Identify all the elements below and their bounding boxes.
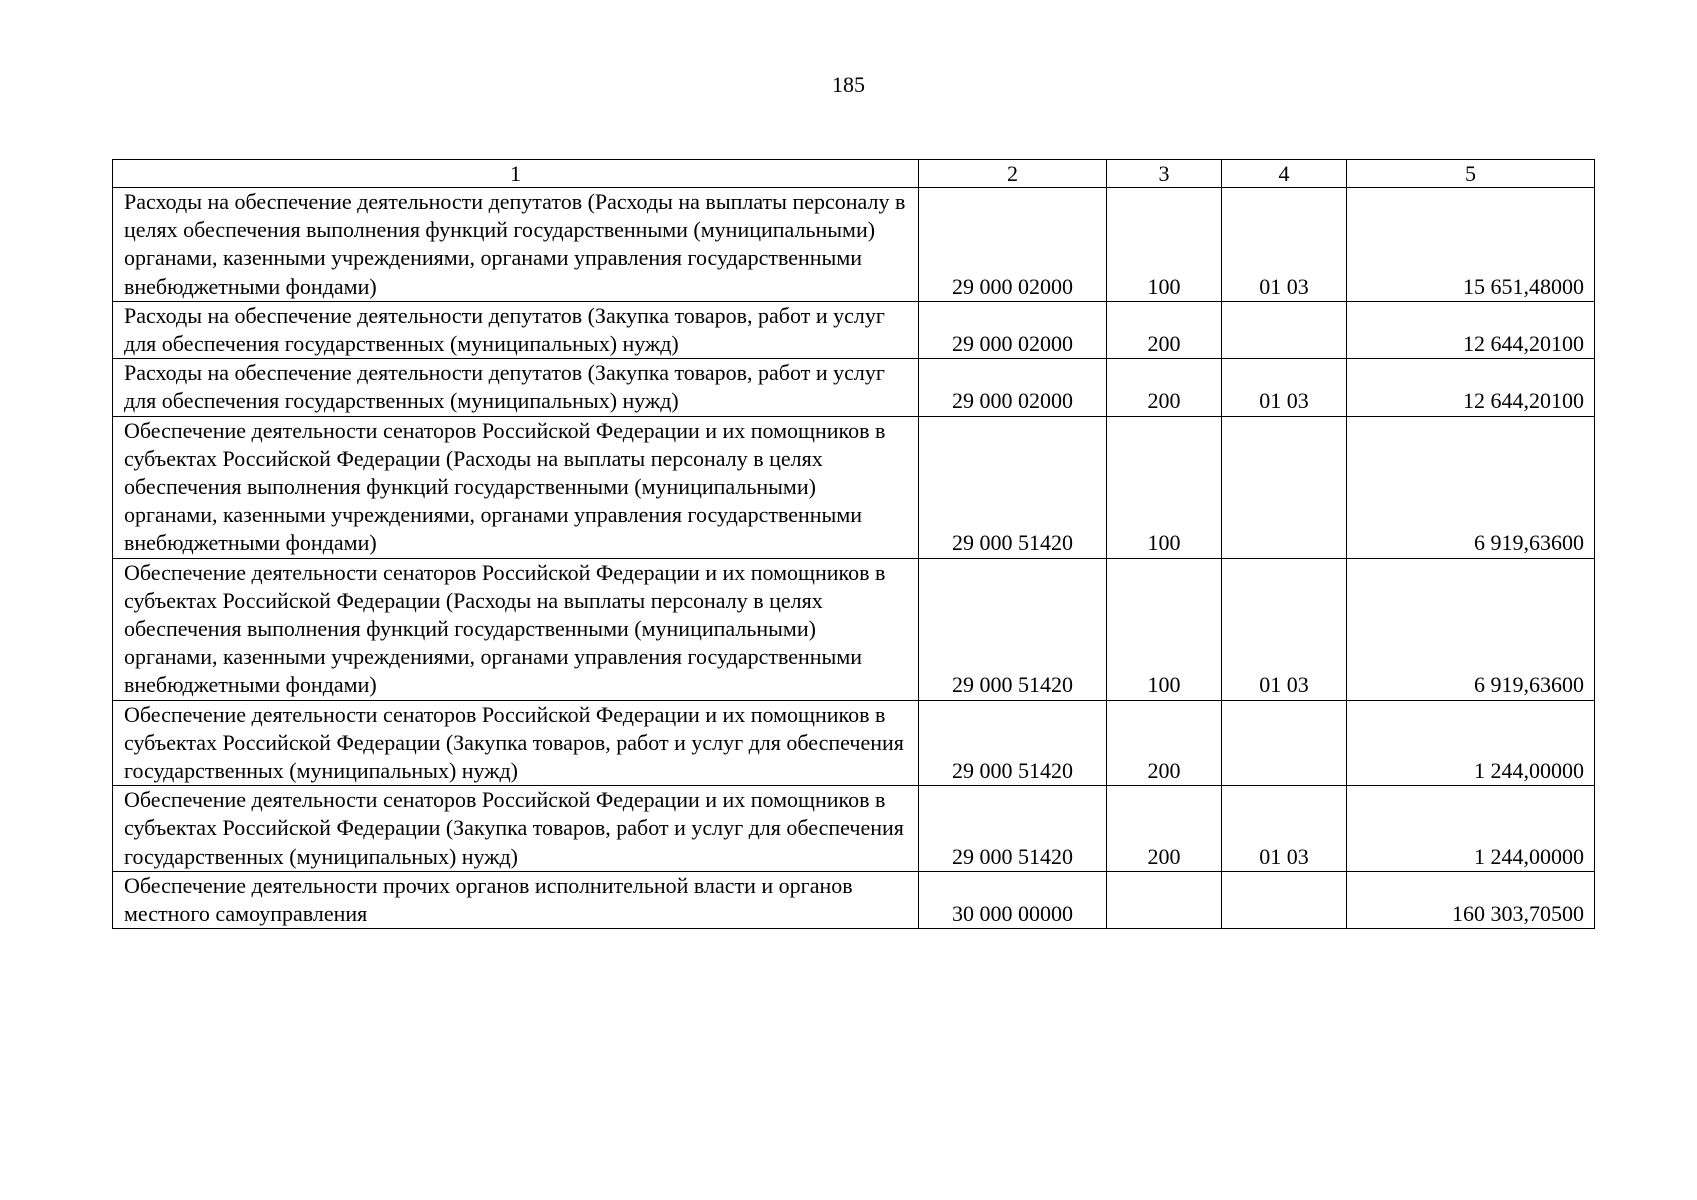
- row-target-code: 29 000 51420: [919, 700, 1107, 786]
- column-header-1: 1: [113, 160, 919, 188]
- row-target-code: 29 000 51420: [919, 786, 1107, 872]
- row-amount: 6 919,63600: [1347, 558, 1595, 700]
- column-header-4: 4: [1222, 160, 1347, 188]
- table-row: [113, 558, 1595, 700]
- row-expense-type: 100: [1107, 188, 1222, 302]
- row-description: Обеспечение деятельности сенаторов Российской Федерации и их помощников в субъектах Российской Федерации (Закупка товаров, работ и услуг для обеспечения государственных (муниципальных) нужд): [113, 700, 919, 786]
- row-expense-type: 200: [1107, 700, 1222, 786]
- row-amount: 12 644,20100: [1347, 301, 1595, 358]
- table-row: [113, 700, 1595, 786]
- row-target-code: 29 000 02000: [919, 301, 1107, 358]
- row-description: Расходы на обеспечение деятельности депутатов (Закупка товаров, работ и услуг для обеспечения государственных (муниципальных) нужд): [113, 359, 919, 416]
- row-amount: 12 644,20100: [1347, 359, 1595, 416]
- row-section: 01 03: [1222, 359, 1347, 416]
- page-number: 185: [832, 72, 865, 97]
- table-row: [113, 416, 1595, 558]
- row-section: 01 03: [1222, 786, 1347, 872]
- row-expense-type: 200: [1107, 301, 1222, 358]
- row-amount: 1 244,00000: [1347, 786, 1595, 872]
- row-section: [1222, 416, 1347, 558]
- row-amount: 6 919,63600: [1347, 416, 1595, 558]
- row-target-code: 29 000 02000: [919, 359, 1107, 416]
- row-description: Расходы на обеспечение деятельности депутатов (Закупка товаров, работ и услуг для обеспечения государственных (муниципальных) нужд): [113, 301, 919, 358]
- row-expense-type: [1107, 871, 1222, 928]
- row-amount: 1 244,00000: [1347, 700, 1595, 786]
- row-expense-type: 200: [1107, 359, 1222, 416]
- row-amount: 160 303,70500: [1347, 871, 1595, 928]
- row-target-code: 29 000 02000: [919, 188, 1107, 302]
- table-row: [113, 301, 1595, 358]
- table-row: [113, 786, 1595, 872]
- row-expense-type: 200: [1107, 786, 1222, 872]
- row-section: [1222, 871, 1347, 928]
- row-section: 01 03: [1222, 188, 1347, 302]
- row-expense-type: 100: [1107, 416, 1222, 558]
- row-description: Обеспечение деятельности сенаторов Российской Федерации и их помощников в субъектах Российской Федерации (Закупка товаров, работ и услуг для обеспечения государственных (муниципальных) нужд): [113, 786, 919, 872]
- row-description: Обеспечение деятельности сенаторов Российской Федерации и их помощников в субъектах Российской Федерации (Расходы на выплаты персоналу в целях обеспечения выполнения функций государственными (муниципальными) органами, казенными учреждениями, органами управления государственными внебюджетными фондами): [113, 416, 919, 558]
- row-target-code: 29 000 51420: [919, 416, 1107, 558]
- row-description: Обеспечение деятельности прочих органов исполнительной власти и органов местного самоуправления: [113, 871, 919, 928]
- row-target-code: 30 000 00000: [919, 871, 1107, 928]
- column-header-2: 2: [919, 160, 1107, 188]
- row-expense-type: 100: [1107, 558, 1222, 700]
- row-section: 01 03: [1222, 558, 1347, 700]
- row-description: Расходы на обеспечение деятельности депутатов (Расходы на выплаты персоналу в целях обеспечения выполнения функций государственными (муниципальными) органами, казенными учреждениями, органами управления государственными внебюджетными фондами): [113, 188, 919, 302]
- budget-table: [112, 159, 1595, 929]
- column-header-5: 5: [1347, 160, 1595, 188]
- row-section: [1222, 700, 1347, 786]
- row-target-code: 29 000 51420: [919, 558, 1107, 700]
- table-header-row: [113, 160, 1595, 188]
- table-row: [113, 871, 1595, 928]
- row-section: [1222, 301, 1347, 358]
- row-amount: 15 651,48000: [1347, 188, 1595, 302]
- table-row: [113, 359, 1595, 416]
- column-header-3: 3: [1107, 160, 1222, 188]
- table-row: [113, 188, 1595, 302]
- row-description: Обеспечение деятельности сенаторов Российской Федерации и их помощников в субъектах Российской Федерации (Расходы на выплаты персоналу в целях обеспечения выполнения функций государственными (муниципальными) органами, казенными учреждениями, органами управления государственными внебюджетными фондами): [113, 558, 919, 700]
